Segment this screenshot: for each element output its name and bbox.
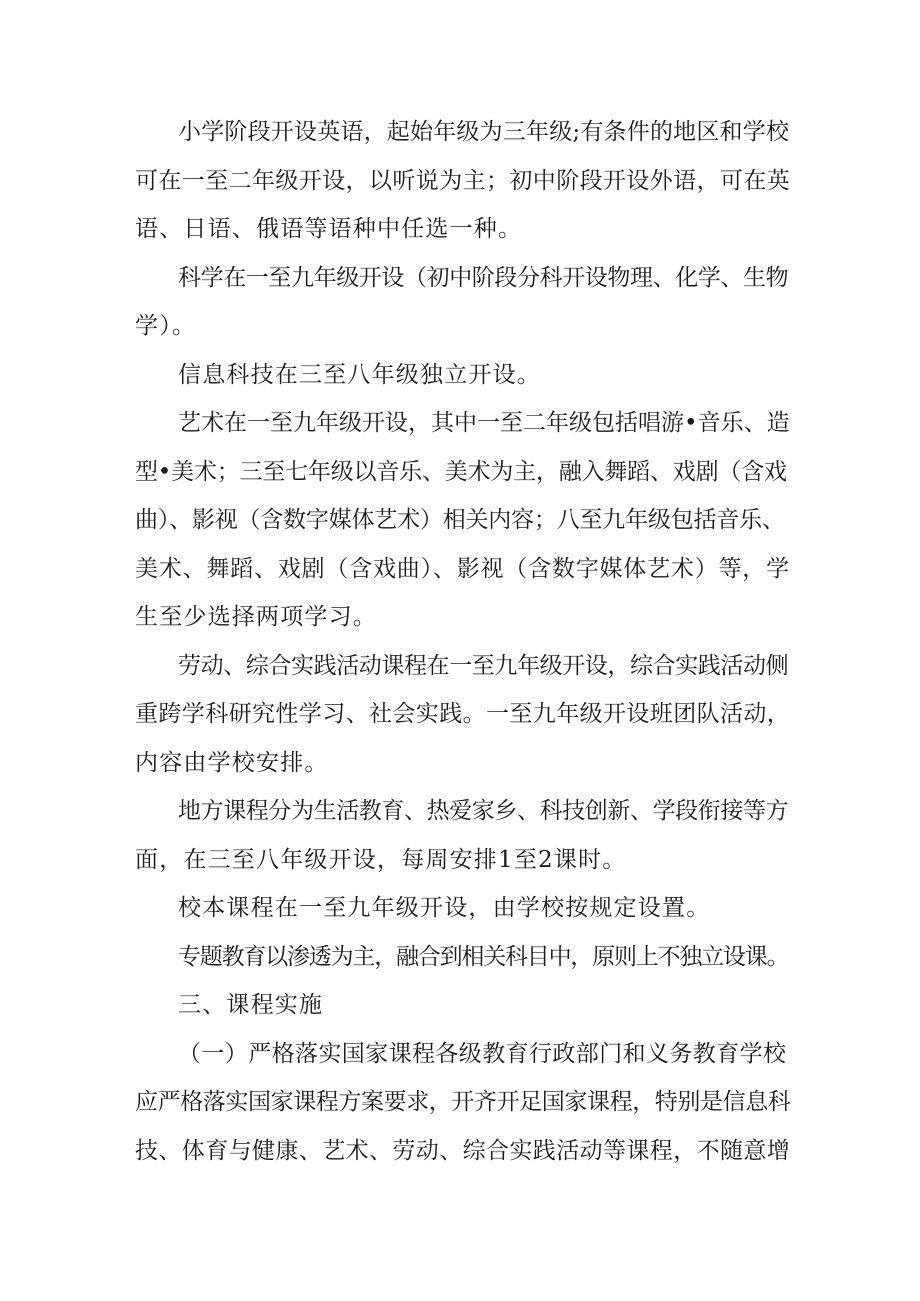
text-line: 重跨学科研究性学习、社会实践。一至九年级开设班团队活动， (135, 701, 791, 727)
text-line: 可在一至二年级开设，以听说为主；初中阶段开设外语，可在英 (135, 168, 791, 194)
text-line: 劳动、综合实践活动课程在一至九年级开设，综合实践活动侧 (178, 653, 789, 679)
text-line: 地方课程分为生活教育、热爱家乡、科技创新、学段衔接等方 (178, 798, 789, 824)
text-line: 小学阶段开设英语，起始年级为三年级;有条件的地区和学校 (178, 119, 790, 145)
text-line: 信息科技在三至八年级独立开设。 (178, 362, 541, 388)
text-line: 科学在一至九年级开设（初中阶段分科开设物理、化学、生物 (178, 265, 789, 291)
text-line: （一）严格落实国家课程各级教育行政部门和义务教育学校 (178, 1041, 787, 1067)
text-line: 学）。 (135, 313, 197, 339)
text-line: 面，在三至八年级开设，每周安排1至2课时。 (135, 847, 627, 873)
text-line: 艺术在一至九年级开设，其中一至二年级包括唱游•音乐、造 (178, 410, 790, 436)
text-line: 美术、舞蹈、戏剧（含戏曲）、影视（含数字媒体艺术）等，学 (135, 556, 790, 582)
text-line: 技、体育与健康、艺术、劳动、综合实践活动等课程，不随意增 (135, 1138, 791, 1164)
text-line: 语、日语、俄语等语种中任选一种。 (135, 216, 523, 242)
text-line: 专题教育以渗透为主，融合到相关科目中，原则上不独立设课。 (178, 944, 789, 970)
text-line: 曲）、影视（含数字媒体艺术）相关内容；八至九年级包括音乐、 (135, 507, 785, 533)
text-line: 应严格落实国家课程方案要求，开齐开足国家课程，特别是信息科 (135, 1089, 791, 1115)
text-line: 生至少选择两项学习。 (135, 604, 377, 630)
text-line: 型•美术；三至七年级以音乐、美术为主，融入舞蹈、戏剧（含戏 (135, 459, 787, 485)
text-line: 校本课程在一至九年级开设，由学校按规定设置。 (178, 895, 711, 921)
section-heading: 三、课程实施 (178, 992, 324, 1018)
text-line: 内容由学校安排。 (135, 750, 329, 776)
